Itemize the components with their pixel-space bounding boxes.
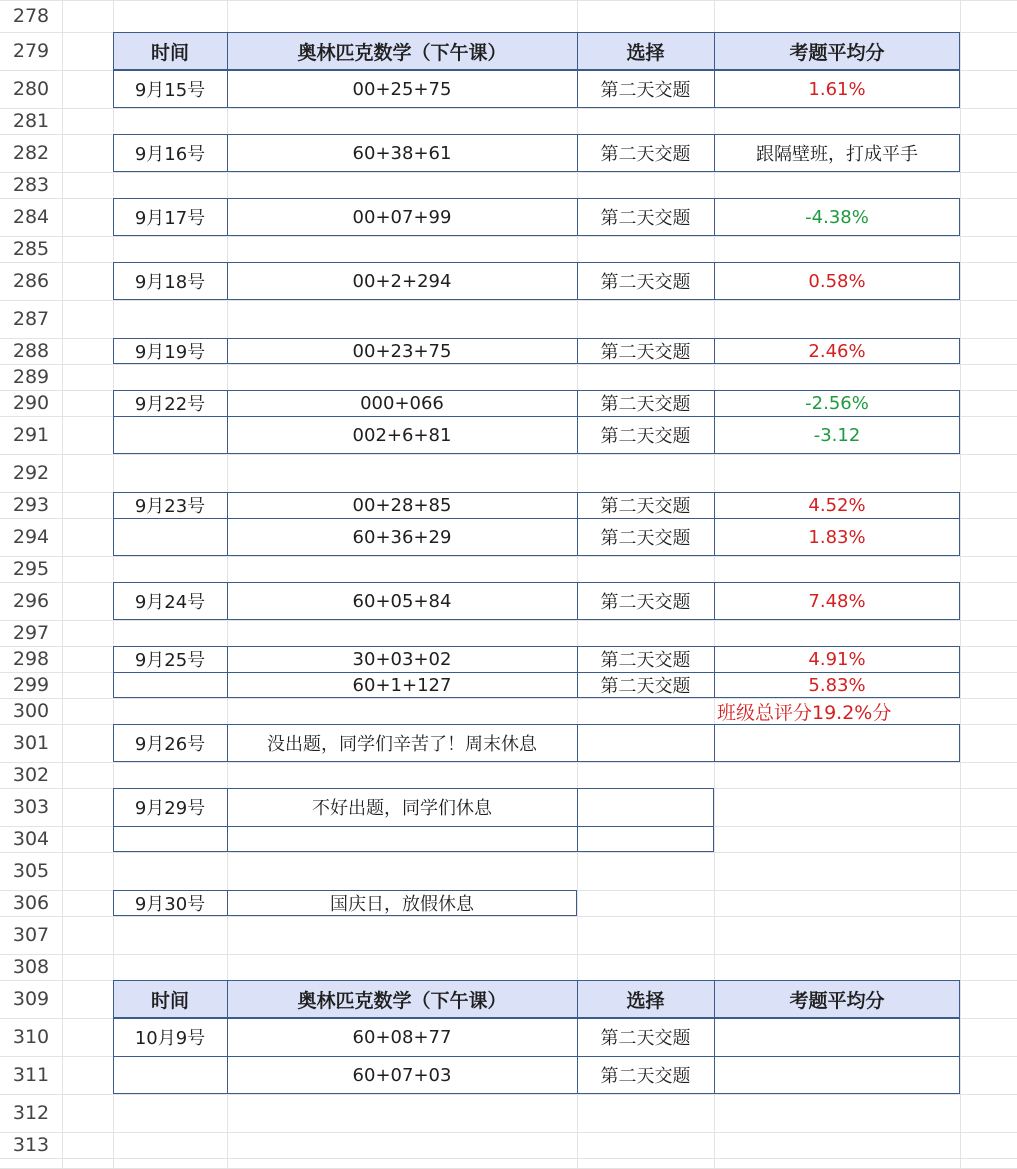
score-cell[interactable]: 0.58% [808,270,866,292]
row-number[interactable]: 312 [12,1102,50,1124]
choice-cell[interactable]: 第二天交题 [600,676,691,697]
header-course[interactable]: 奥林匹克数学（下午课） [297,989,507,1012]
date-cell[interactable]: 9月16号 [134,144,206,165]
row-number[interactable]: 313 [12,1134,50,1156]
row-number[interactable]: 289 [12,366,50,388]
gridline-horizontal [0,762,1017,763]
choice-cell[interactable]: 第二天交题 [600,272,691,293]
row-number[interactable]: 307 [12,924,50,946]
choice-cell[interactable]: 第二天交题 [600,342,691,363]
choice-cell[interactable]: 第二天交题 [600,650,691,671]
gridline-horizontal [0,1158,1017,1159]
row-number[interactable]: 283 [12,174,50,196]
formula-cell[interactable]: 00+07+99 [352,206,452,228]
row-number[interactable]: 293 [12,494,50,516]
formula-cell[interactable]: 60+08+77 [352,1026,452,1048]
gridline-vertical [960,0,961,1168]
choice-cell[interactable]: 第二天交题 [600,426,691,447]
row-number[interactable]: 303 [12,796,50,818]
row-number[interactable]: 288 [12,340,50,362]
formula-cell[interactable]: 国庆日，放假休息 [330,894,474,915]
date-cell[interactable]: 9月30号 [134,894,206,915]
gridline-horizontal [0,364,1017,365]
choice-cell[interactable]: 第二天交题 [600,1066,691,1087]
formula-cell[interactable]: 000+066 [360,392,444,414]
border-vertical [577,724,578,762]
gridline-horizontal [0,556,1017,557]
gridline-horizontal [0,1132,1017,1133]
date-cell[interactable]: 9月24号 [134,592,206,613]
gridline-horizontal [0,172,1017,173]
gridline-horizontal [0,954,1017,955]
row-number[interactable]: 308 [12,956,50,978]
score-cell[interactable]: 1.61% [808,78,866,100]
header-choice[interactable]: 选择 [626,41,665,64]
row-number[interactable]: 292 [12,462,50,484]
gridline-horizontal [0,852,1017,853]
row-number[interactable]: 284 [12,206,50,228]
row-number[interactable]: 301 [12,732,50,754]
row-number[interactable]: 310 [12,1026,50,1048]
row-number[interactable]: 279 [12,40,50,62]
formula-cell[interactable]: 不好出题，同学们休息 [312,798,492,819]
date-cell[interactable]: 9月25号 [134,650,206,671]
gridline-horizontal [0,916,1017,917]
formula-cell[interactable]: 60+07+03 [352,1064,452,1086]
gridline-horizontal [0,236,1017,237]
score-cell[interactable]: -3.12 [813,424,861,446]
score-cell[interactable]: 7.48% [808,590,866,612]
gridline-horizontal [0,300,1017,301]
formula-cell[interactable]: 002+6+81 [352,424,452,446]
formula-cell[interactable]: 60+1+127 [352,674,452,696]
row-number[interactable]: 286 [12,270,50,292]
row-number[interactable]: 296 [12,590,50,612]
row-number[interactable]: 305 [12,860,50,882]
gridline-horizontal [0,620,1017,621]
row-number[interactable]: 280 [12,78,50,100]
class-total-note[interactable]: 班级总评分19.2%分 [717,701,892,724]
header-score[interactable]: 考题平均分 [789,41,885,64]
gridline-horizontal [0,454,1017,455]
choice-cell[interactable]: 第二天交题 [600,394,691,415]
formula-cell[interactable]: 00+25+75 [352,78,452,100]
formula-cell[interactable]: 60+05+84 [352,590,452,612]
formula-cell[interactable]: 60+38+61 [352,142,452,164]
score-cell[interactable]: -2.56% [805,392,869,414]
date-cell[interactable]: 9月17号 [134,208,206,229]
header-score[interactable]: 考题平均分 [789,989,885,1012]
choice-cell[interactable]: 第二天交题 [600,1028,691,1049]
date-cell[interactable]: 9月29号 [134,798,206,819]
row-number[interactable]: 285 [12,238,50,260]
border-horizontal [113,826,714,827]
row-number[interactable]: 291 [12,424,50,446]
score-cell[interactable]: 2.46% [808,340,866,362]
row-number[interactable]: 309 [12,988,50,1010]
date-cell[interactable]: 9月19号 [134,342,206,363]
gridline-horizontal [0,1094,1017,1095]
gridline-horizontal [0,108,1017,109]
choice-cell[interactable]: 第二天交题 [600,496,691,517]
row-number[interactable]: 290 [12,392,50,414]
row-number[interactable]: 287 [12,308,50,330]
row-number[interactable]: 300 [12,700,50,722]
score-cell[interactable]: 4.52% [808,494,866,516]
formula-cell[interactable]: 00+2+294 [352,270,452,292]
header-choice[interactable]: 选择 [626,989,665,1012]
gridline-horizontal [0,0,1017,1]
score-cell[interactable]: 4.91% [808,648,866,670]
date-cell[interactable]: 9月26号 [134,734,206,755]
date-cell[interactable]: 9月23号 [134,496,206,517]
row-number[interactable]: 282 [12,142,50,164]
date-cell[interactable]: 10月9号 [134,1028,206,1049]
choice-cell[interactable]: 第二天交题 [600,144,691,165]
border-vertical [577,788,578,852]
date-cell[interactable]: 9月18号 [134,272,206,293]
score-cell[interactable]: -4.38% [805,206,869,228]
row-number[interactable]: 302 [12,764,50,786]
choice-cell[interactable]: 第二天交题 [600,528,691,549]
header-time[interactable]: 时间 [150,989,189,1012]
row-number[interactable]: 281 [12,110,50,132]
choice-cell[interactable]: 第二天交题 [600,592,691,613]
formula-cell[interactable]: 没出题，同学们辛苦了！周末休息 [267,734,537,755]
row-number[interactable]: 304 [12,828,50,850]
date-cell[interactable]: 9月15号 [134,80,206,101]
date-cell[interactable]: 9月22号 [134,394,206,415]
choice-cell[interactable]: 第二天交题 [600,208,691,229]
score-cell[interactable]: 5.83% [808,674,866,696]
row-number[interactable]: 295 [12,558,50,580]
formula-cell[interactable]: 30+03+02 [352,648,452,670]
row-number[interactable]: 311 [12,1064,50,1086]
header-time[interactable]: 时间 [150,41,189,64]
row-number[interactable]: 278 [12,5,50,27]
row-number[interactable]: 297 [12,622,50,644]
row-number[interactable]: 306 [12,892,50,914]
score-cell[interactable]: 1.83% [808,526,866,548]
row-number[interactable]: 299 [12,674,50,696]
row-number[interactable]: 294 [12,526,50,548]
row-number[interactable]: 298 [12,648,50,670]
gridline-vertical [62,0,63,1168]
formula-cell[interactable]: 00+23+75 [352,340,452,362]
choice-cell[interactable]: 第二天交题 [600,80,691,101]
header-course[interactable]: 奥林匹克数学（下午课） [297,41,507,64]
formula-cell[interactable]: 00+28+85 [352,494,452,516]
score-cell[interactable]: 跟隔壁班，打成平手 [756,144,918,165]
border-vertical [714,724,715,762]
formula-cell[interactable]: 60+36+29 [352,526,452,548]
